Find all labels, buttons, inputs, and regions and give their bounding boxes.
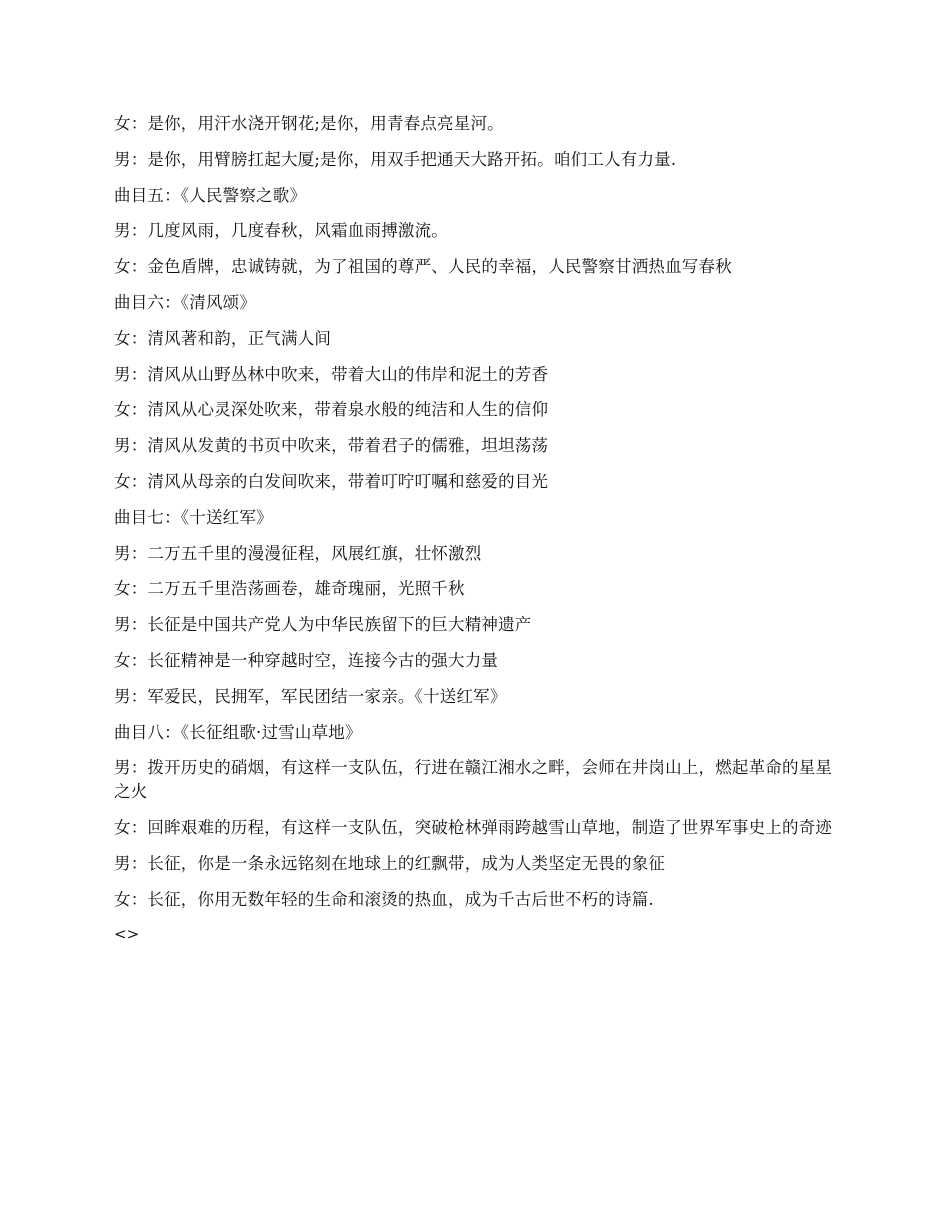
- script-line: 女：二万五千里浩荡画卷，雄奇瑰丽，光照千秋: [114, 579, 465, 599]
- end-mark: <>: [114, 924, 140, 943]
- section-heading: 曲目七：《十送红军》: [114, 507, 273, 527]
- script-line: 女：长征精神是一种穿越时空，连接今古的强大力量: [114, 650, 499, 670]
- script-line: 女：清风著和韵，正气满人间: [114, 328, 332, 348]
- script-line: 男：长征是中国共产党人为中华民族留下的巨大精神遗产: [114, 615, 532, 635]
- script-line: 男：二万五千里的漫漫征程，风展红旗，壮怀激烈: [114, 543, 482, 563]
- script-line: 男：拨开历史的硝烟，有这样一支队伍，行进在赣江湘水之畔，会师在井岗山上，燃起革命的星星之火: [114, 758, 833, 802]
- script-line: 男：军爱民，民拥军，军民团结一家亲。《十送红军》: [114, 686, 507, 706]
- document-body: [114, 112, 842, 959]
- section-heading: 曲目五：《人民警察之歌》: [114, 185, 307, 205]
- section-heading: 曲目六：《清风颂》: [114, 292, 257, 312]
- script-line: 女：回眸艰难的历程，有这样一支队伍，突破枪林弹雨跨越雪山草地，制造了世界军事史上的奇迹: [114, 818, 833, 838]
- script-line: 女：是你，用汗水浇开钢花;是你，用青春点亮星河。: [114, 114, 504, 133]
- script-line: 男：几度风雨，几度春秋，风霜血雨搏激流。: [114, 221, 448, 241]
- script-line: 女：清风从心灵深处吹来，带着泉水般的纯洁和人生的信仰: [114, 400, 549, 420]
- script-line: 女：金色盾牌，忠诚铸就，为了祖国的尊严、人民的幸福，人民警察甘洒热血写春秋: [114, 257, 732, 277]
- script-line: 男：长征，你是一条永远铭刻在地球上的红飘带，成为人类坚定无畏的象征: [114, 853, 666, 873]
- script-line: 男：清风从山野丛林中吹来，带着大山的伟岸和泥土的芳香: [114, 364, 549, 384]
- script-line: 女：长征，你用无数年轻的生命和滚烫的热血，成为千古后世不朽的诗篇.: [114, 889, 654, 909]
- script-line: 女：清风从母亲的白发间吹来，带着叮咛叮嘱和慈爱的目光: [114, 471, 549, 491]
- section-heading: 曲目八：《长征组歌·过雪山草地》: [114, 722, 362, 742]
- script-line: 男：是你，用臂膀扛起大厦;是你，用双手把通天大路开拓。咱们工人有力量.: [114, 149, 677, 169]
- script-line: 男：清风从发黄的书页中吹来，带着君子的儒雅，坦坦荡荡: [114, 436, 549, 456]
